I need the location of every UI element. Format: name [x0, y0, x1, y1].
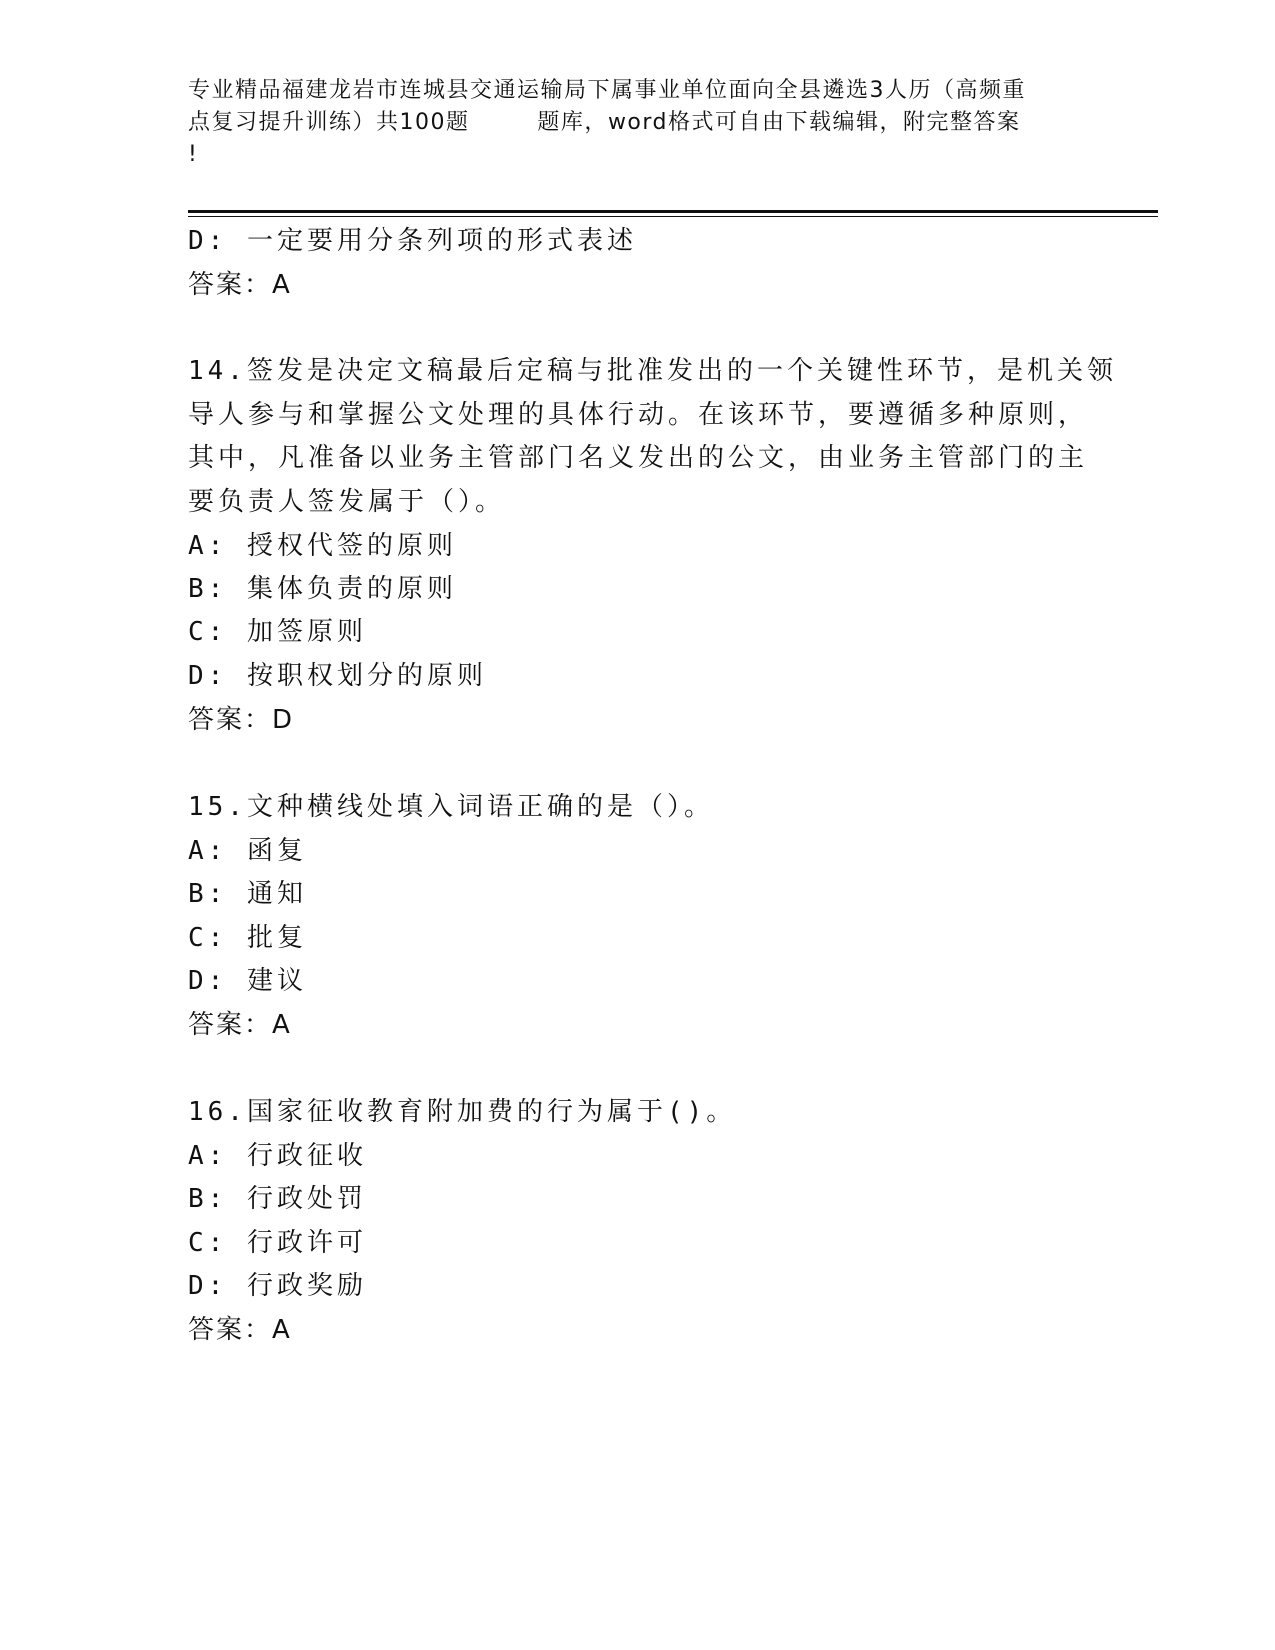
header-line: !	[188, 142, 199, 167]
option-a: A: 函复	[188, 836, 307, 866]
question-stem: 14.签发是决定文稿最后定稿与批准发出的一个关键性环节，是机关领	[188, 356, 1117, 386]
question-stem: 其中，凡准备以业务主管部门名义发出的公文，由业务主管部门的主	[188, 443, 1089, 473]
option-c: C: 批复	[188, 923, 307, 953]
question-stem: 16.国家征收教育附加费的行为属于()。	[188, 1097, 737, 1127]
header-line: 点复习提升训练）共100题 题库，word格式可自由下载编辑，附完整答案	[188, 110, 1021, 135]
option-a: A: 行政征收	[188, 1141, 367, 1171]
option-d: D: 行政奖励	[188, 1271, 367, 1301]
question-stem: 15.文种横线处填入词语正确的是（）。	[188, 792, 714, 822]
option-c: C: 行政许可	[188, 1228, 367, 1258]
option-b: B: 行政处罚	[188, 1184, 367, 1214]
document-header	[188, 75, 1088, 171]
option-d: D: 按职权划分的原则	[188, 661, 487, 691]
header-divider-thick	[188, 210, 1158, 213]
question-stem: 要负责人签发属于（）。	[188, 487, 506, 517]
question-stem: 导人参与和掌握公文处理的具体行动。在该环节，要遵循多种原则，	[188, 400, 1089, 430]
answer: 答案：A	[188, 1010, 292, 1040]
option-b: B: 集体负责的原则	[188, 574, 457, 604]
option-a: A: 授权代签的原则	[188, 531, 457, 561]
answer: 答案：D	[188, 705, 295, 735]
option-b: B: 通知	[188, 879, 307, 909]
header-line: 专业精品福建龙岩市连城县交通运输局下属事业单位面向全县遴选3人历（高频重	[188, 78, 1026, 103]
option-c: C: 加签原则	[188, 617, 367, 647]
answer: 答案：A	[188, 270, 292, 300]
option-d: D: 建议	[188, 966, 307, 996]
option-d: D: 一定要用分条列项的形式表述	[188, 226, 637, 256]
answer: 答案：A	[188, 1315, 292, 1345]
header-divider-thin	[188, 216, 1158, 217]
